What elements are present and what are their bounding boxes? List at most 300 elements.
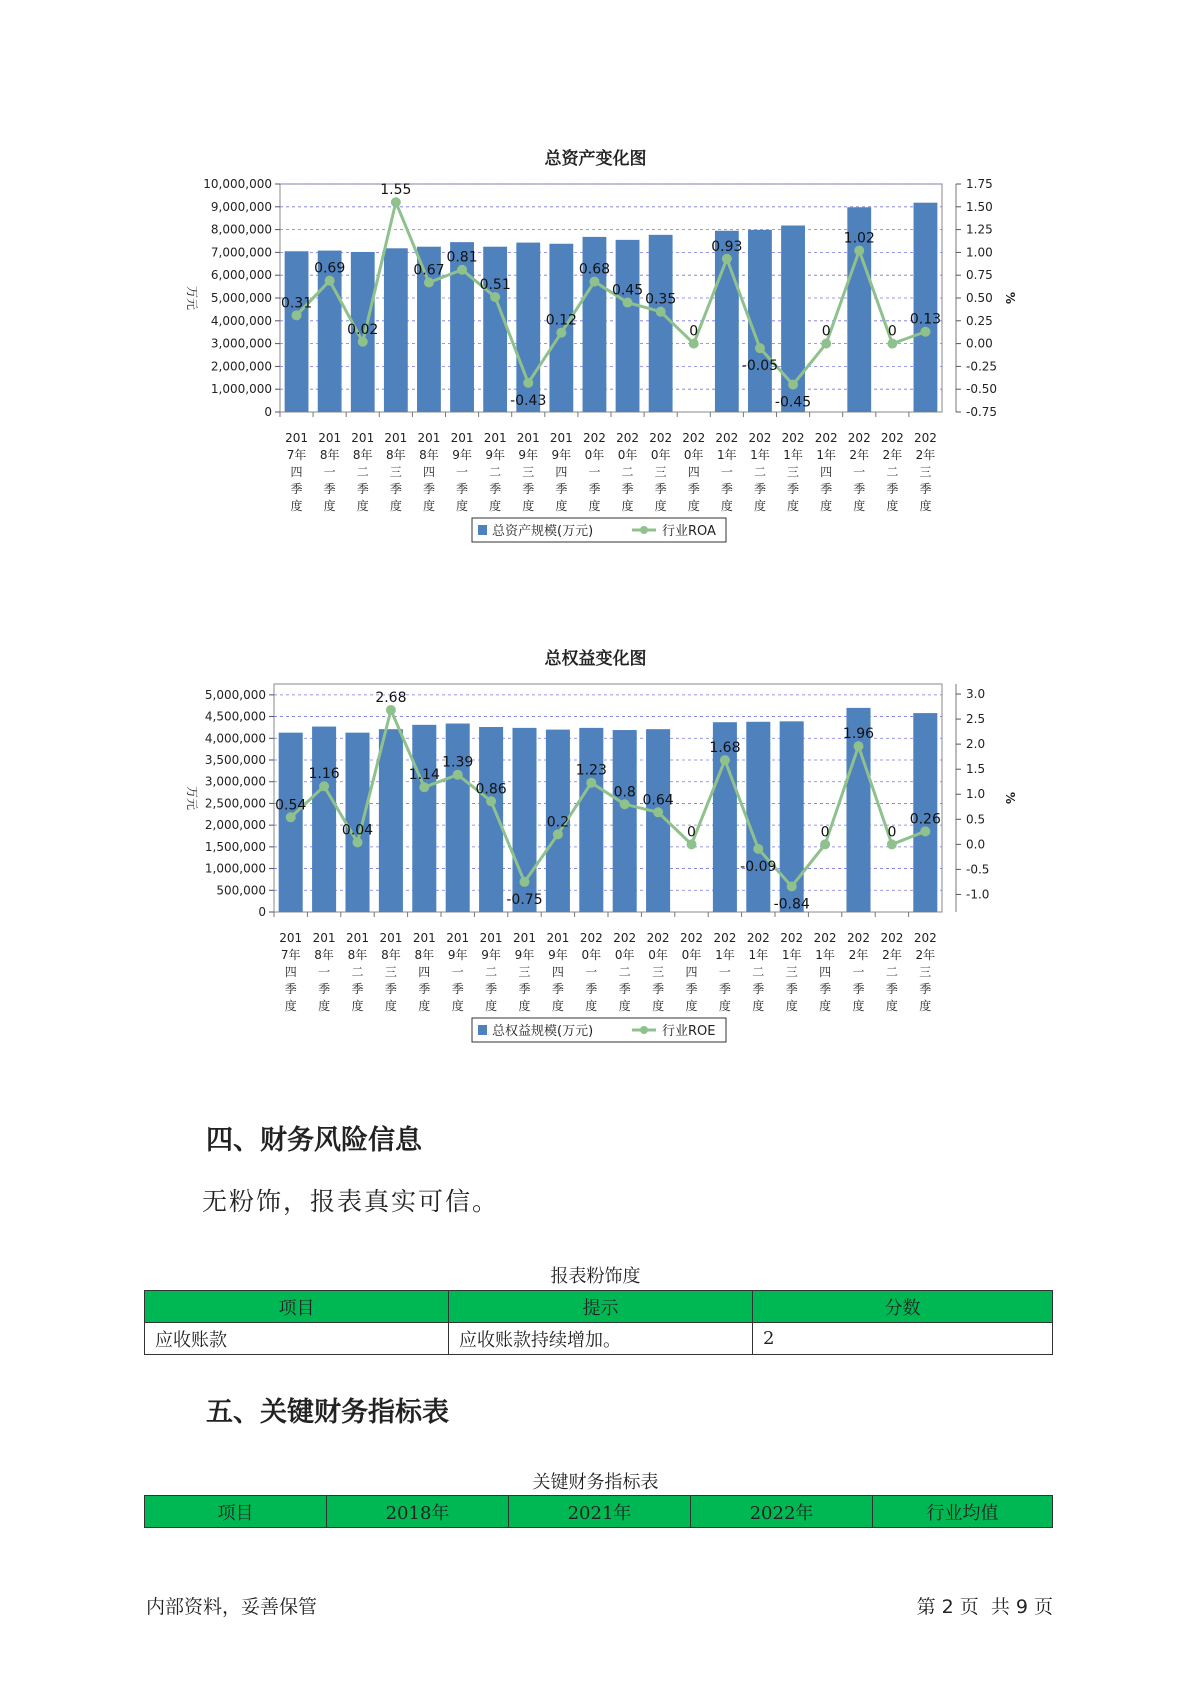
x-tick-label: 8年 [414, 948, 435, 962]
x-tick-label: 度 [820, 499, 833, 513]
x-tick-label: 0年 [648, 948, 668, 962]
data-label: 1.23 [575, 762, 607, 779]
y-tick-label: 2,000,000 [204, 818, 266, 833]
y-tick-label: 6,000,000 [210, 268, 272, 283]
data-label: 0.69 [314, 260, 346, 277]
table-cell: 应收账款 [145, 1323, 449, 1355]
x-tick-label: 201 [549, 431, 573, 445]
x-tick-label: 201 [318, 431, 342, 445]
x-tick-label: 季 [351, 982, 364, 996]
y-tick-label: 1,500,000 [204, 839, 266, 854]
x-tick-label: 季 [621, 482, 634, 496]
x-tick-label: 202 [748, 431, 772, 445]
x-tick-label: 201 [379, 931, 403, 945]
x-tick-label: 度 [886, 499, 899, 513]
x-tick-label: 四 [290, 465, 303, 479]
x-tick-label: 度 [753, 499, 766, 513]
x-tick-label: 202 [680, 931, 703, 945]
bar [746, 722, 770, 912]
x-tick-label: 季 [820, 482, 833, 496]
x-tick-label: 二 [351, 965, 364, 979]
x-tick-label: 季 [422, 482, 435, 496]
x-tick-label: 9年 [481, 948, 501, 962]
x-tick-label: 季 [451, 982, 464, 996]
x-tick-label: 一 [720, 465, 733, 479]
x-tick-label: 2年 [848, 948, 869, 962]
section5-heading: 五、关键财务指标表 [206, 1397, 449, 1428]
x-tick-label: 202 [715, 431, 739, 445]
data-label: 0 [820, 824, 830, 841]
x-tick-label: 度 [356, 499, 369, 513]
line-point [286, 812, 296, 822]
line-point [821, 339, 831, 349]
data-label: -0.45 [774, 394, 812, 411]
x-tick-label: 四 [422, 465, 435, 479]
x-tick-label: 度 [318, 999, 331, 1013]
x-tick-label: 202 [649, 431, 673, 445]
x-tick-label: 度 [585, 999, 598, 1013]
total-assets-chart [0, 168, 1191, 588]
x-tick-label: 202 [613, 931, 637, 945]
data-label: 1.16 [308, 766, 340, 783]
x-tick-label: 度 [389, 499, 402, 513]
line-point [490, 292, 500, 302]
y-axis-title: 万元 [185, 285, 199, 311]
x-tick-label: 季 [555, 482, 568, 496]
y2-tick-label: 1.25 [966, 222, 993, 237]
x-tick-label: 201 [351, 431, 375, 445]
x-tick-label: 四 [820, 465, 833, 479]
data-label: -0.43 [510, 392, 547, 409]
bar [446, 724, 470, 912]
line-point [653, 807, 663, 817]
x-tick-label: 季 [384, 982, 397, 996]
line-point [887, 339, 897, 349]
x-tick-label: 季 [852, 982, 865, 996]
x-tick-label: 一 [323, 465, 336, 479]
x-tick-label: 一 [451, 965, 464, 979]
line-point [920, 826, 930, 836]
data-label: 0.35 [645, 291, 677, 308]
x-tick-label: 8年 [419, 448, 439, 462]
x-tick-label: 度 [555, 499, 568, 513]
line-point [620, 799, 630, 809]
x-tick-label: 202 [781, 431, 805, 445]
x-tick-label: 202 [813, 931, 837, 945]
x-tick-label: 201 [479, 931, 503, 945]
x-tick-label: 0年 [617, 448, 638, 462]
indicator-table [144, 1495, 1053, 1528]
x-tick-label: 三 [652, 965, 665, 979]
legend-label: 行业ROA [662, 524, 716, 539]
x-tick-label: 季 [518, 982, 531, 996]
x-tick-label: 度 [852, 999, 865, 1013]
x-tick-label: 季 [418, 982, 431, 996]
line-point [424, 277, 434, 287]
x-tick-label: 202 [579, 931, 603, 945]
y-tick-label: 0 [264, 405, 272, 419]
header-cell: 2021年 [509, 1496, 691, 1528]
x-tick-label: 季 [753, 482, 766, 496]
y2-tick-label: 2.5 [966, 712, 986, 727]
data-label: 1.55 [380, 182, 412, 199]
line-point [887, 839, 897, 849]
x-tick-label: 季 [853, 482, 866, 496]
x-tick-label: 2年 [849, 448, 870, 462]
x-tick-label: 9年 [548, 948, 568, 962]
line-point [854, 246, 864, 256]
x-tick-label: 四 [418, 965, 431, 979]
bar [312, 727, 336, 912]
line-point [623, 298, 633, 308]
x-tick-label: 9年 [551, 448, 572, 462]
x-tick-label: 一 [585, 965, 598, 979]
data-label: 0 [689, 323, 699, 340]
line-point [556, 328, 566, 338]
x-tick-label: 二 [618, 965, 631, 979]
x-tick-label: 7年 [280, 948, 301, 962]
x-tick-label: 202 [880, 931, 904, 945]
y-tick-label: 3,000,000 [204, 774, 266, 789]
bar [285, 251, 309, 412]
x-tick-label: 0年 [584, 448, 605, 462]
x-tick-label: 四 [555, 465, 568, 479]
data-label: 1.02 [843, 230, 875, 247]
x-tick-label: 度 [290, 499, 303, 513]
x-tick-label: 季 [551, 982, 564, 996]
x-tick-label: 8年 [381, 948, 401, 962]
data-label: 0.8 [613, 784, 636, 801]
data-label: -0.05 [741, 358, 779, 375]
y-tick-label: 1,000,000 [210, 382, 272, 397]
header-cell: 项目 [145, 1291, 449, 1323]
x-tick-label: 四 [284, 965, 297, 979]
x-tick-label: 二 [485, 965, 498, 979]
x-tick-label: 季 [885, 982, 898, 996]
x-tick-label: 度 [687, 499, 700, 513]
y-tick-label: 2,000,000 [210, 359, 272, 374]
table-cell: 2 [753, 1323, 1053, 1355]
x-tick-label: 三 [919, 465, 932, 479]
bar [914, 203, 938, 412]
x-tick-label: 1年 [781, 948, 802, 962]
data-label: 0.13 [909, 311, 942, 328]
x-tick-label: 四 [551, 965, 564, 979]
line-point [722, 254, 732, 264]
data-label: 0.04 [341, 822, 374, 839]
y-tick-label: 2,500,000 [204, 796, 266, 811]
y-tick-label: 4,000,000 [204, 731, 266, 746]
x-tick-label: 1年 [717, 448, 737, 462]
y-tick-label: 10,000,000 [203, 177, 272, 191]
x-tick-label: 201 [516, 431, 540, 445]
x-tick-label: 三 [785, 965, 798, 979]
y2-tick-label: -0.75 [966, 405, 998, 419]
x-tick-label: 201 [417, 431, 441, 445]
y-tick-label: 7,000,000 [210, 245, 272, 260]
x-tick-label: 度 [652, 999, 665, 1013]
x-tick-label: 季 [685, 982, 698, 996]
data-label: 1.39 [442, 754, 474, 771]
bar [579, 728, 603, 912]
y2-tick-label: 0.0 [966, 837, 986, 852]
x-tick-label: 0年 [683, 448, 704, 462]
total-equity-chart [0, 668, 1191, 1088]
header-cell: 2018年 [327, 1496, 509, 1528]
x-tick-label: 度 [489, 499, 502, 513]
footer-left: 内部资料，妥善保管 [146, 1596, 318, 1618]
data-label: -0.09 [740, 858, 777, 875]
x-tick-label: 三 [919, 965, 932, 979]
x-tick-label: 季 [290, 482, 303, 496]
data-label: 0.26 [909, 811, 941, 828]
line-point [453, 770, 463, 780]
x-tick-label: 度 [618, 999, 631, 1013]
data-label: -0.75 [506, 891, 543, 908]
x-tick-label: 季 [489, 482, 502, 496]
x-tick-label: 201 [285, 431, 309, 445]
x-tick-label: 度 [485, 999, 498, 1013]
x-tick-label: 三 [654, 465, 667, 479]
legend-label: 总资产规模(万元) [492, 524, 594, 539]
x-tick-label: 季 [787, 482, 800, 496]
table-header-row [145, 1291, 1053, 1323]
x-tick-label: 201 [346, 931, 369, 945]
bar [379, 729, 403, 912]
x-tick-label: 度 [919, 999, 932, 1013]
x-tick-label: 度 [819, 999, 832, 1013]
x-tick-label: 1年 [750, 448, 770, 462]
x-tick-label: 202 [746, 931, 770, 945]
y-tick-label: 500,000 [216, 883, 266, 898]
bar [384, 248, 408, 412]
data-label: 1.96 [842, 726, 875, 743]
x-tick-label: 201 [446, 931, 470, 945]
x-tick-label: 202 [913, 431, 937, 445]
y2-tick-label: 3.0 [966, 687, 986, 702]
x-tick-label: 9年 [514, 948, 535, 962]
x-tick-label: 季 [323, 482, 336, 496]
x-tick-label: 9年 [447, 948, 468, 962]
y2-tick-label: 1.50 [966, 199, 993, 214]
x-tick-label: 二 [621, 465, 634, 479]
line-point [292, 310, 302, 320]
y2-tick-label: 1.75 [966, 177, 993, 191]
x-tick-label: 四 [819, 965, 832, 979]
indicator-table-caption: 关键财务指标表 [532, 1472, 659, 1493]
x-tick-label: 二 [752, 965, 765, 979]
line-point [457, 265, 467, 275]
x-tick-label: 度 [718, 999, 731, 1013]
line-point [419, 782, 429, 792]
x-tick-label: 202 [682, 431, 706, 445]
x-tick-label: 度 [654, 499, 667, 513]
x-tick-label: 季 [618, 982, 631, 996]
x-tick-label: 三 [522, 465, 535, 479]
y-tick-label: 4,000,000 [210, 313, 272, 328]
x-tick-label: 1年 [816, 448, 836, 462]
line-point [386, 705, 396, 715]
line-point [589, 277, 599, 287]
legend-label: 总权益规模(万元) [492, 1024, 594, 1039]
data-label: 0.86 [475, 781, 507, 798]
x-tick-label: 201 [312, 931, 336, 945]
footer-page-number: 第 2 页 共 9 页 [916, 1596, 1053, 1618]
x-tick-label: 季 [752, 982, 765, 996]
x-tick-label: 1年 [748, 948, 769, 962]
x-tick-label: 9年 [518, 448, 539, 462]
y-axis-title: 万元 [185, 785, 199, 811]
y2-tick-label: 0.25 [966, 313, 993, 328]
bar [748, 230, 772, 412]
x-tick-label: 季 [389, 482, 402, 496]
x-tick-label: 度 [284, 999, 297, 1013]
x-tick-label: 季 [284, 982, 297, 996]
x-tick-label: 一 [588, 465, 601, 479]
x-tick-label: 度 [588, 499, 601, 513]
data-label: 0.67 [413, 262, 445, 279]
line-point [787, 881, 797, 891]
line-point [520, 877, 530, 887]
x-tick-label: 度 [919, 499, 932, 513]
x-tick-label: 202 [646, 931, 670, 945]
y-tick-label: 5,000,000 [204, 687, 266, 702]
x-tick-label: 9年 [452, 448, 472, 462]
chart1-title: 总资产变化图 [544, 149, 647, 169]
line-point [920, 327, 930, 337]
x-tick-label: 201 [384, 431, 408, 445]
line-point [753, 844, 763, 854]
header-cell: 项目 [145, 1496, 327, 1528]
x-tick-label: 202 [880, 431, 904, 445]
data-label: 0.45 [611, 282, 644, 299]
x-tick-label: 度 [456, 499, 469, 513]
line-point [788, 380, 798, 390]
data-label: 1.14 [408, 767, 440, 784]
x-tick-label: 度 [885, 999, 898, 1013]
x-tick-label: 一 [718, 965, 731, 979]
legend-label: 行业ROE [662, 1024, 716, 1039]
x-tick-label: 9年 [485, 448, 505, 462]
x-tick-label: 202 [780, 931, 804, 945]
x-tick-label: 1年 [715, 948, 735, 962]
data-label: 0.02 [347, 321, 379, 338]
fraud-table [144, 1290, 1053, 1355]
x-tick-label: 季 [318, 982, 331, 996]
y2-axis-title: % [1003, 291, 1017, 305]
data-label: 0.31 [280, 295, 313, 312]
x-tick-label: 季 [356, 482, 369, 496]
x-tick-label: 二 [489, 465, 502, 479]
y2-tick-label: 0.75 [966, 268, 993, 283]
x-tick-label: 0年 [681, 948, 702, 962]
bar [616, 240, 640, 412]
data-label: 0 [821, 323, 831, 340]
header-cell: 提示 [449, 1291, 753, 1323]
x-tick-label: 一 [853, 465, 866, 479]
bar [613, 730, 637, 912]
x-tick-label: 202 [582, 431, 606, 445]
x-tick-label: 三 [787, 465, 800, 479]
bar [483, 247, 507, 412]
y2-tick-label: 0.00 [966, 336, 993, 351]
x-tick-label: 季 [585, 982, 598, 996]
x-tick-label: 季 [819, 982, 832, 996]
x-tick-label: 201 [483, 431, 507, 445]
line-point [391, 197, 401, 207]
x-tick-label: 201 [450, 431, 474, 445]
x-tick-label: 度 [422, 499, 435, 513]
x-tick-label: 度 [351, 999, 364, 1013]
x-tick-label: 201 [513, 931, 536, 945]
y2-tick-label: 1.00 [966, 245, 993, 260]
x-tick-label: 三 [389, 465, 402, 479]
x-tick-label: 度 [787, 499, 800, 513]
line-point [553, 829, 563, 839]
y2-tick-label: -0.50 [966, 382, 998, 397]
y-tick-label: 8,000,000 [210, 222, 272, 237]
x-tick-label: 季 [652, 982, 665, 996]
data-label: 0.51 [479, 277, 511, 294]
y2-tick-label: 0.50 [966, 291, 993, 305]
x-tick-label: 202 [847, 431, 871, 445]
x-tick-label: 1年 [783, 448, 803, 462]
x-tick-label: 1年 [815, 948, 835, 962]
chart2-title: 总权益变化图 [544, 649, 647, 669]
x-tick-label: 季 [522, 482, 535, 496]
x-tick-label: 一 [318, 965, 331, 979]
x-tick-label: 季 [687, 482, 700, 496]
x-tick-label: 二 [356, 465, 369, 479]
line-point [689, 339, 699, 349]
x-tick-label: 度 [451, 999, 464, 1013]
data-label: 0 [687, 824, 696, 841]
y-tick-label: 5,000,000 [210, 291, 272, 305]
header-cell: 分数 [753, 1291, 1053, 1323]
y2-tick-label: -1.0 [966, 887, 990, 902]
x-tick-label: 季 [485, 982, 498, 996]
data-label: 2.68 [375, 690, 407, 707]
line-point [325, 276, 335, 286]
table-row [145, 1323, 1053, 1355]
y-tick-label: 1,000,000 [204, 861, 266, 876]
line-point [353, 837, 363, 847]
header-cell: 行业均值 [873, 1496, 1053, 1528]
y2-tick-label: 1.0 [966, 787, 986, 802]
y-tick-label: 3,000,000 [210, 336, 272, 351]
bar [649, 235, 673, 412]
data-label: 0 [887, 323, 897, 340]
x-tick-label: 度 [752, 999, 765, 1013]
x-tick-label: 2年 [882, 448, 903, 462]
x-tick-label: 202 [847, 931, 870, 945]
x-tick-label: 季 [654, 482, 667, 496]
x-tick-label: 度 [522, 499, 535, 513]
x-tick-label: 度 [621, 499, 634, 513]
x-tick-label: 202 [616, 431, 640, 445]
y-tick-label: 3,500,000 [204, 753, 266, 767]
x-tick-label: 季 [720, 482, 733, 496]
x-tick-label: 8年 [347, 948, 368, 962]
x-tick-label: 三 [384, 965, 397, 979]
data-label: 1.68 [709, 740, 741, 757]
x-tick-label: 季 [588, 482, 601, 496]
legend-swatch-dot [640, 526, 648, 534]
legend-swatch-dot [640, 1026, 648, 1034]
x-tick-label: 度 [551, 999, 564, 1013]
x-tick-label: 三 [518, 965, 531, 979]
y-tick-label: 9,000,000 [210, 199, 272, 214]
